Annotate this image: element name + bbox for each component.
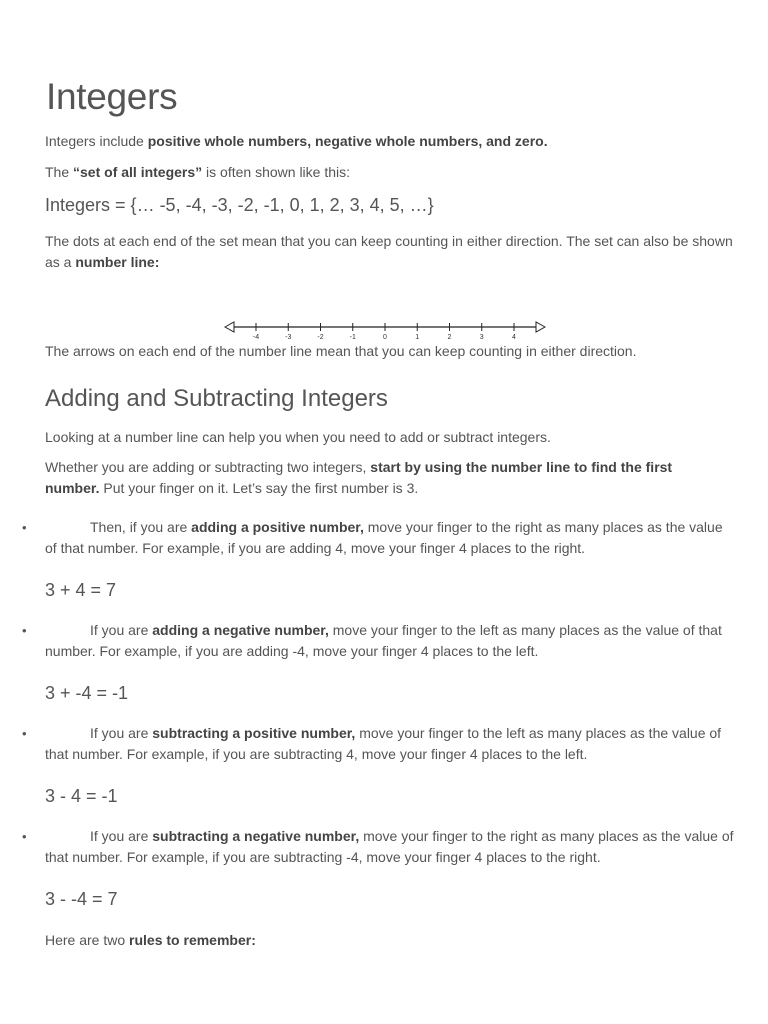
right-arrow-icon <box>536 322 545 332</box>
number-line-tick-label: 1 <box>415 334 420 341</box>
bullet-2-bold-text: adding a negative number, <box>152 622 329 638</box>
number-line-tick-label: -3 <box>285 334 292 341</box>
bullet-3-bold-text: subtracting a positive number, <box>152 725 356 741</box>
bullet-paragraph-3 <box>45 723 725 765</box>
equation-3: 3 - 4 = -1 <box>45 786 118 806</box>
bullet-3-text-post: move your finger to the left as many places as the value of that number. For example, if you are subtracting 4, move your finger 4 places to the left. <box>45 725 722 762</box>
intro-paragraph <box>45 131 735 152</box>
arrows-paragraph: The arrows on each end of the number line mean that you can keep counting in either direction. <box>45 343 637 359</box>
bullet-icon: • <box>22 829 27 844</box>
whether-bold-text: start by using the number line to find the first number. <box>45 459 673 496</box>
bullet-paragraph-1 <box>45 517 725 559</box>
set-expression: Integers = {… -5, -4, -3, -2, -1, 0, 1, 2, 3, 4, 5, …} <box>45 195 434 215</box>
intro-bold-text: positive whole numbers, negative whole numbers, and zero. <box>147 133 548 149</box>
number-line-tick-label: -1 <box>349 334 356 341</box>
bullet-4-text-post: move your finger to the right as many places as the value of that number. For example, if you are subtracting -4, move your finger 4 places to the right. <box>45 828 734 865</box>
left-arrow-icon <box>225 322 234 332</box>
set-text-post: is often shown like this: <box>202 164 351 180</box>
bullet-4-text-pre: If you are <box>90 828 153 844</box>
intro-text: Integers include <box>45 133 148 149</box>
whether-paragraph <box>45 457 705 499</box>
rules-bold-text: rules to remember: <box>129 932 256 948</box>
number-line-tick-label: 3 <box>479 334 484 341</box>
number-line-tick-label: 2 <box>447 334 452 341</box>
bullet-1-bold-text: adding a positive number, <box>191 519 364 535</box>
equation-1: 3 + 4 = 7 <box>45 580 117 600</box>
number-line-tick-label: -2 <box>317 334 324 341</box>
number-line-tick-label: 4 <box>512 334 516 341</box>
bullet-icon: • <box>22 520 27 535</box>
bullet-icon: • <box>22 726 27 741</box>
number-line <box>222 318 548 342</box>
equation-4: 3 - -4 = 7 <box>45 889 118 909</box>
bullet-2-text-post: move your finger to the left as many places as the value of that number. For example, if you are adding -4, move your finger 4 places to the left. <box>45 622 722 659</box>
bullet-2-text-pre: If you are <box>90 622 153 638</box>
bullet-1-text-pre: Then, if you are <box>90 519 192 535</box>
page-title: Integers <box>46 76 178 117</box>
number-line-tick-label: 0 <box>383 334 387 341</box>
bullet-4-bold-text: subtracting a negative number, <box>152 828 360 844</box>
number-line-ticks <box>253 323 516 341</box>
dots-bold-text: number line: <box>75 254 160 270</box>
bullet-3-text-pre: If you are <box>90 725 153 741</box>
bullet-paragraph-2 <box>45 620 725 662</box>
section-heading: Adding and Subtracting Integers <box>45 385 388 412</box>
bullet-icon: • <box>22 623 27 638</box>
rules-paragraph <box>45 930 735 951</box>
set-bold-text: “set of all integers” <box>73 164 203 180</box>
bullet-paragraph-4 <box>45 826 735 868</box>
set-paragraph <box>45 162 735 183</box>
set-text-pre: The <box>45 164 74 180</box>
bullet-1-text-post: move your finger to the right as many places as the value of that number. For example, if you are adding 4, move your finger 4 places to the right. <box>45 519 723 556</box>
rules-text-pre: Here are two <box>45 932 130 948</box>
whether-text-pre: Whether you are adding or subtracting two integers, <box>45 459 371 475</box>
dots-text: The dots at each end of the set mean that you can keep counting in either direction. The set can also be shown as a <box>45 233 733 270</box>
looking-paragraph: Looking at a number line can help you when you need to add or subtract integers. <box>45 429 551 445</box>
number-line-tick-label: -4 <box>252 334 260 341</box>
equation-2: 3 + -4 = -1 <box>45 683 129 703</box>
whether-text-post: Put your finger on it. Let’s say the first number is 3. <box>99 480 419 496</box>
dots-paragraph <box>45 231 735 273</box>
